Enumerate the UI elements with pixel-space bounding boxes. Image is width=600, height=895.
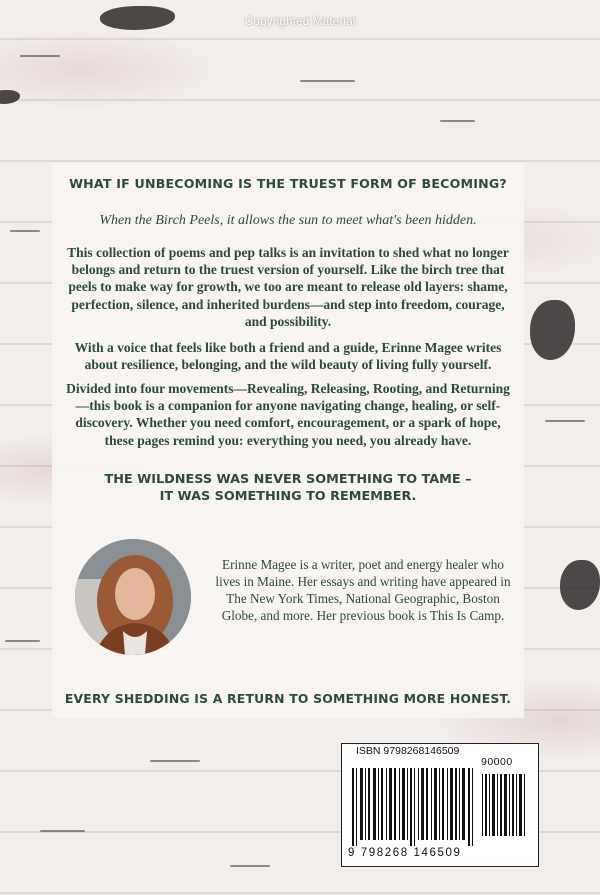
description-paragraph-2: With a voice that feels like both a friend and a guide, Erinne Magee writes about resilience, belonging, and the wild beauty of living fully yourself. <box>74 340 502 373</box>
bark-line-decoration <box>440 120 475 122</box>
author-photo <box>75 539 191 655</box>
price-code: 90000 <box>481 756 513 768</box>
bark-line-decoration <box>545 420 585 422</box>
description-paragraph-3: Divided into four movements—Revealing, Releasing, Rooting, and Returning—this book is a companion for anyone navigating change, healing, or self-discovery. Whether you need comfort, encouragement, or a spark of hope, these pages remind you: everything you need, you already have. <box>66 381 510 448</box>
bark-line-decoration <box>40 830 85 832</box>
pull-quote <box>52 471 524 505</box>
bark-line-decoration <box>150 760 200 762</box>
tagline: When the Birch Peels, it allows the sun to meet what's been hidden. <box>99 213 477 228</box>
bark-line-decoration <box>230 865 270 867</box>
isbn-label: ISBN 9798268146509 <box>356 745 460 757</box>
pull-quote-line-2: IT WAS SOMETHING TO REMEMBER. <box>159 489 417 504</box>
bark-line-decoration <box>20 55 60 57</box>
copyright-watermark: Copyrighted Material <box>244 14 356 28</box>
headline-bottom: EVERY SHEDDING IS A RETURN TO SOMETHING MORE HONEST. <box>64 691 512 706</box>
bark-line-decoration <box>5 640 40 642</box>
pull-quote-line-1: THE WILDNESS WAS NEVER SOMETHING TO TAME – <box>104 472 472 487</box>
bark-line-decoration <box>10 230 40 232</box>
bark-line-decoration <box>300 80 355 82</box>
description-paragraph-1: This collection of poems and pep talks is an invitation to shed what no longer belongs and return to the truest version of yourself. Like the birch tree that peels to make way for growth, we too are meant to release old layers: shame, perfection, silence, and inherited burdens—and step into freedom, courage, and possibility. <box>67 245 509 329</box>
barcode-digits: 9 798268 146509 <box>348 847 462 859</box>
author-portrait-illustration <box>75 539 191 655</box>
author-bio: Erinne Magee is a writer, poet and energy healer who lives in Maine. Her essays and writing have appeared in The New York Times, National Geographic, Boston Globe, and more. Her previous book is This Is Camp. <box>215 557 511 623</box>
headline-top: WHAT IF UNBECOMING IS THE TRUEST FORM OF BECOMING? <box>69 176 507 191</box>
